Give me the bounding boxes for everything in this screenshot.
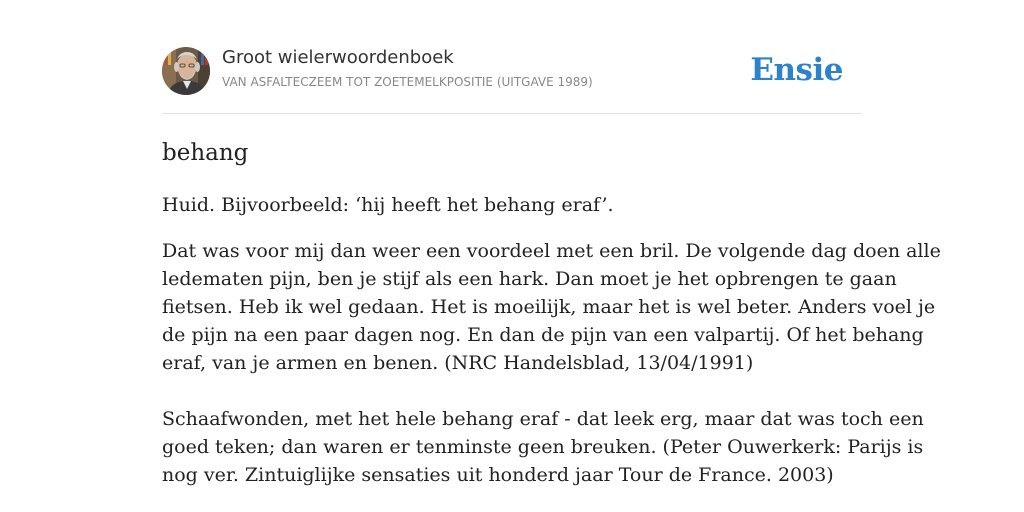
author-portrait-image [162,47,210,95]
quote-line: goed teken; dan waren er tenminste geen breuken. (Peter Ouwerkerk: Parijs is [162,436,924,458]
entry-headword: behang [162,140,249,166]
quote-line: de pijn na een paar dagen nog. En dan de pijn van een valpartij. Of het behang [162,324,924,346]
header-divider [162,113,862,114]
quote-line: Schaafwonden, met het hele behang eraf - dat leek erg, maar dat was toch een [162,408,924,430]
quote-line: fietsen. Heb ik wel gedaan. Het is moeilijk, maar het is wel beter. Anders voel je [162,296,936,318]
quote-line: Dat was voor mij dan weer een voordeel met een bril. De volgende dag doen alle [162,240,941,262]
entry-definition: Huid. Bijvoorbeeld: ‘hij heeft het behang eraf’. [162,194,614,216]
source-subtitle: VAN ASFALTECZEEM TOT ZOETEMELKPOSITIE (UITGAVE 1989) [222,75,593,89]
ensie-logo[interactable]: Ensie [750,52,843,88]
quote-line: eraf, van je armen en benen. (NRC Handelsblad, 13/04/1991) [162,352,754,374]
entry-quote-2 [162,405,924,489]
source-header [162,46,862,96]
author-avatar [162,47,210,95]
quote-line: nog ver. Zintuiglijke sensaties uit honderd jaar Tour de France. 2003) [162,464,834,486]
source-title[interactable]: Groot wielerwoordenboek [222,47,454,68]
entry-quote-1 [162,237,941,377]
quote-line: ledematen pijn, ben je stijf als een hark. Dan moet je het opbrengen te gaan [162,268,897,290]
